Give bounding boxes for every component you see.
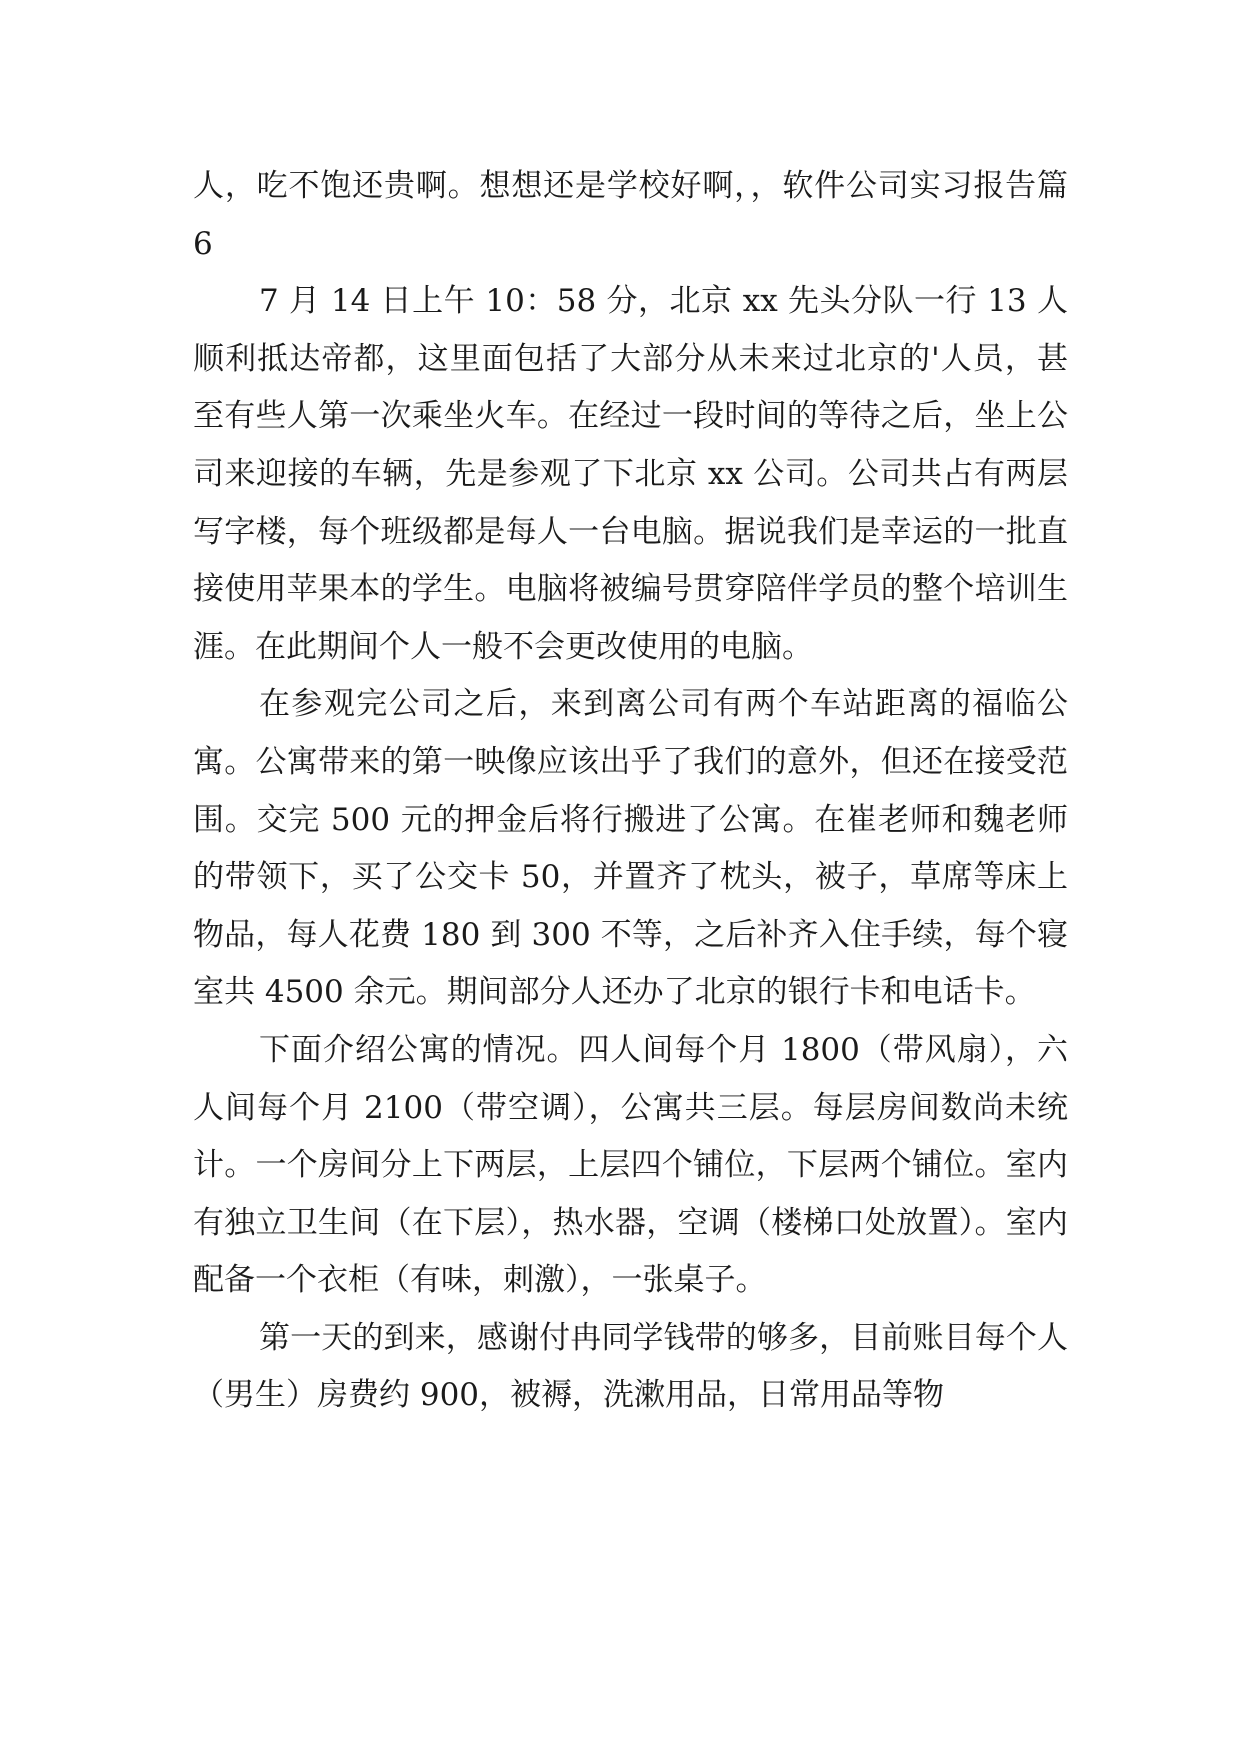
document-body: [193, 158, 1068, 1425]
paragraph-arrival: 7 月 14 日上午 10：58 分，北京 xx 先头分队一行 13 人顺利抵达帝都，这里面包括了大部分从未来过北京的'人员，甚至有些人第一次乘坐火车。在经过一段时间的等待之后，坐上公司来迎接的车辆，先是参观了下北京 xx 公司。公司共占有两层写字楼，每个班级都是每人一台电脑。据说我们是幸运的一批直接使用苹果本的学生。电脑将被编号贯穿陪伴学员的整个培训生涯。在此期间个人一般不会更改使用的电脑。: [193, 283, 1068, 665]
paragraph-first-day: 第一天的到来，感谢付冉同学钱带的够多，目前账目每个人（男生）房费约 900，被褥，洗漱用品，日常用品等物: [193, 1319, 1068, 1414]
paragraph-continuation: 人，吃不饱还贵啊。想想还是学校好啊，，软件公司实习报告篇 6: [193, 168, 1068, 262]
paragraph-apartment-details: 下面介绍公寓的情况。四人间每个月 1800（带风扇），六人间每个月 2100（带空调），公寓共三层。每层房间数尚未统计。一个房间分上下两层，上层四个铺位，下层两个铺位。室内有独立卫生间（在下层），热水器，空调（楼梯口处放置）。室内配备一个衣柜（有味，刺激），一张桌子。: [193, 1031, 1068, 1299]
paragraph-apartment-checkin: 在参观完公司之后，来到离公司有两个车站距离的福临公寓。公寓带来的第一映像应该出乎了我们的意外，但还在接受范围。交完 500 元的押金后将行搬进了公寓。在崔老师和魏老师的带领下，买了公交卡 50，并置齐了枕头，被子，草席等床上物品，每人花费 180 到 300 不等，之后补齐入住手续，每个寝室共 4500 余元。期间部分人还办了北京的银行卡和电话卡。: [193, 686, 1068, 1011]
